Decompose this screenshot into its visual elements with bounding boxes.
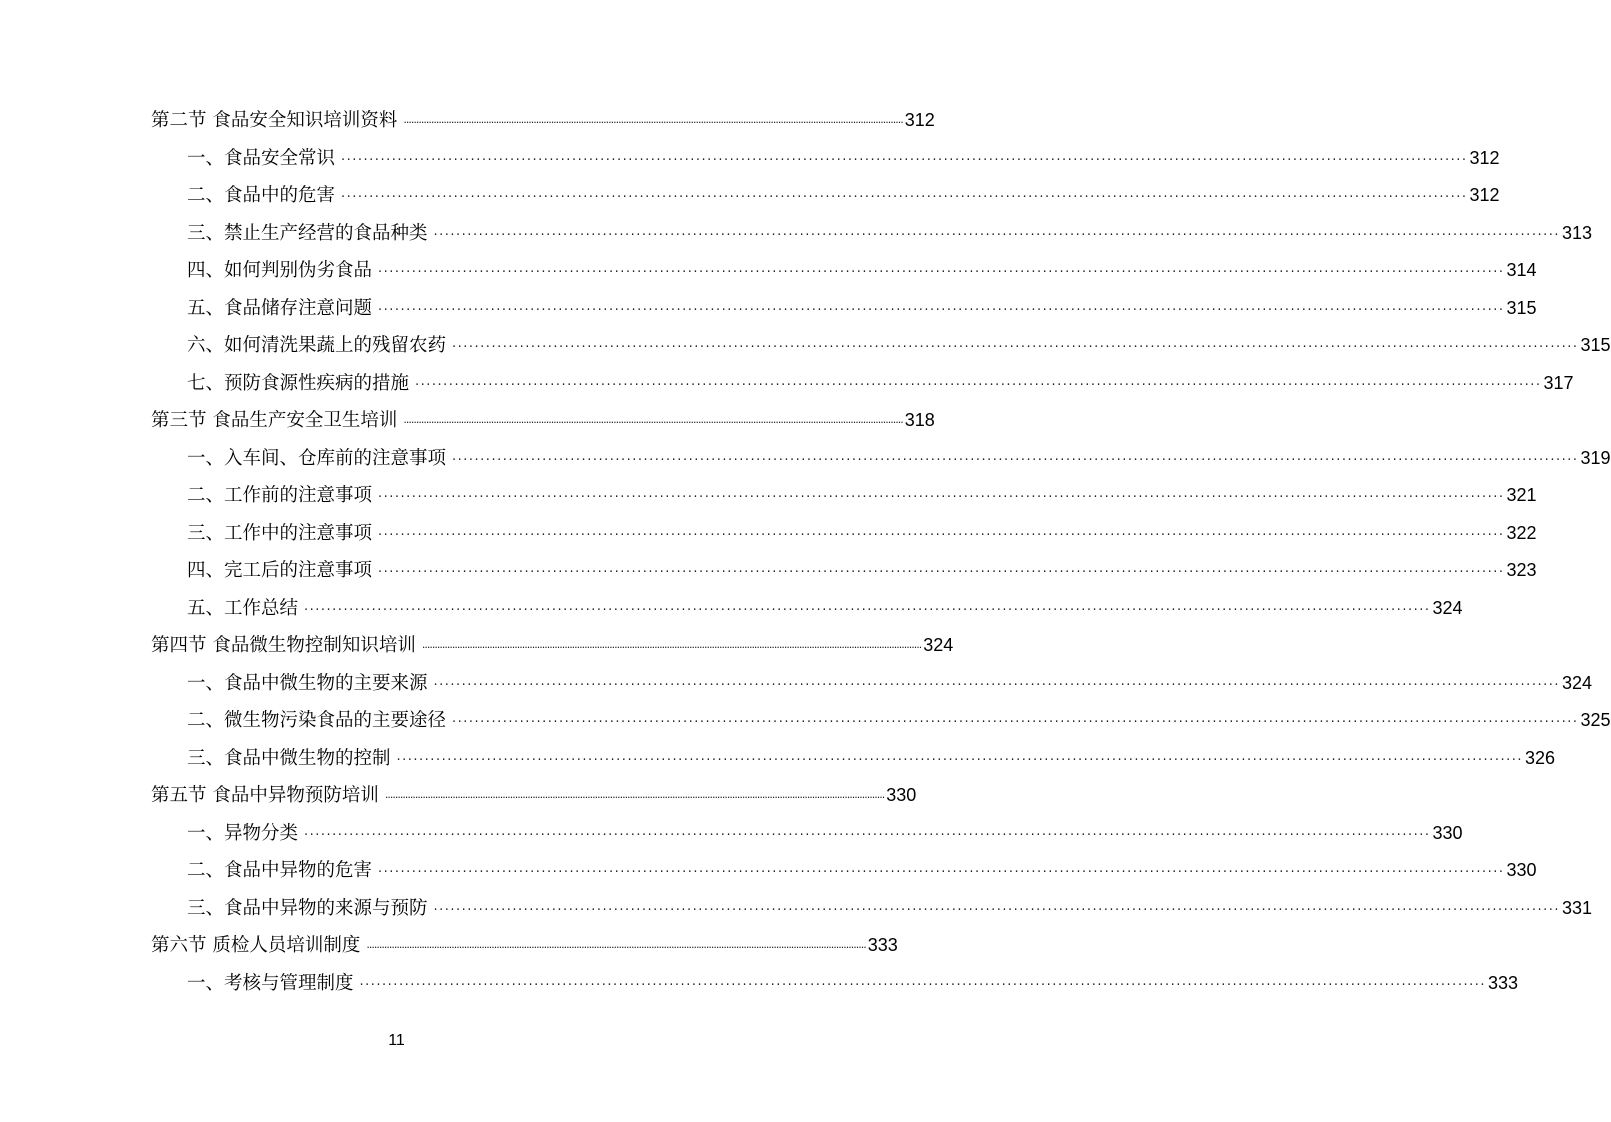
toc-entry-page-number: 330	[1432, 822, 1463, 843]
dot-leader: ········································································································································································································	[396, 752, 1523, 768]
toc-entry-title: 三、工作中的注意事项	[187, 522, 373, 544]
toc-entry-page-number: 330	[1506, 860, 1537, 880]
toc-item-entry[interactable]	[0, 365, 1574, 403]
toc-section-entry[interactable]	[0, 402, 935, 440]
toc-entry-title: 六、如何清洗果蔬上的残留农药	[187, 335, 447, 356]
toc-item-entry[interactable]	[0, 477, 1537, 515]
toc-entry-page-number: 321	[1506, 485, 1537, 505]
toc-entry-page-number: 322	[1506, 522, 1537, 543]
toc-item-entry[interactable]	[0, 590, 1463, 628]
dot-leader: ········································································································································································································	[415, 377, 1542, 393]
toc-entry-title: 二、食品中异物的危害	[187, 860, 373, 881]
toc-entry-page-number: 315	[1580, 335, 1611, 355]
toc-entry-page-number: 324	[923, 635, 954, 655]
toc-section-entry[interactable]	[0, 627, 954, 665]
toc-entry-title: 三、食品中微生物的控制	[187, 747, 391, 769]
toc-section-entry[interactable]	[0, 102, 935, 140]
toc-entry-page-number: 326	[1524, 747, 1556, 768]
toc-entry-title: 第三节 食品生产安全卫生培训	[151, 410, 398, 431]
toc-entry-title: 一、食品中微生物的主要来源	[187, 672, 428, 694]
toc-entry-title: 三、食品中异物的来源与预防	[187, 897, 428, 919]
toc-entry-page-number: 312	[1469, 185, 1500, 205]
toc-entry-title: 七、预防食源性疾病的措施	[187, 372, 410, 394]
table-of-contents	[0, 102, 1611, 1002]
toc-entry-page-number: 330	[886, 785, 917, 805]
dot-leader: ········································································································································································································	[452, 715, 1579, 730]
toc-item-entry[interactable]	[0, 327, 1611, 365]
toc-entry-title: 三、禁止生产经营的食品种类	[187, 222, 428, 244]
toc-entry-title: 二、微生物污染食品的主要途径	[187, 710, 447, 731]
toc-entry-page-number: 333	[1487, 972, 1519, 993]
toc-entry-page-number: 317	[1543, 372, 1574, 393]
dot-leader: ········································································································································································································	[366, 941, 866, 954]
toc-section-entry[interactable]	[0, 927, 898, 965]
toc-entry-title: 五、工作总结	[187, 597, 299, 619]
dot-leader: ········································································································································································································	[378, 302, 1505, 318]
toc-entry-title: 第六节 质检人员培训制度	[151, 935, 361, 956]
toc-entry-page-number: 318	[904, 410, 935, 430]
dot-leader: ········································································································································································································	[304, 827, 1431, 843]
dot-leader: ········································································································································································································	[378, 527, 1505, 543]
dot-leader: ········································································································································································································	[452, 340, 1579, 355]
toc-item-entry[interactable]	[0, 665, 1593, 703]
dot-leader: ········································································································································································································	[403, 116, 903, 129]
toc-item-entry[interactable]	[0, 177, 1500, 215]
toc-entry-page-number: 324	[1432, 597, 1463, 618]
page-number: 11	[388, 1032, 405, 1049]
dot-leader: ········································································································································································································	[378, 565, 1505, 580]
dot-leader: ········································································································································································································	[384, 791, 885, 804]
toc-entry-title: 二、食品中的危害	[187, 185, 336, 206]
toc-item-entry[interactable]	[0, 215, 1593, 253]
toc-entry-title: 第二节 食品安全知识培训资料	[151, 110, 398, 131]
toc-item-entry[interactable]	[0, 515, 1537, 553]
toc-entry-page-number: 312	[904, 110, 935, 130]
toc-item-entry[interactable]	[0, 965, 1519, 1003]
toc-entry-title: 一、考核与管理制度	[187, 972, 354, 994]
toc-entry-page-number: 323	[1506, 560, 1537, 580]
dot-leader: ········································································································································································································	[433, 902, 1560, 918]
toc-entry-page-number: 324	[1561, 672, 1593, 693]
toc-item-entry[interactable]	[0, 552, 1537, 590]
dot-leader: ········································································································································································································	[433, 677, 1560, 693]
toc-item-entry[interactable]	[0, 252, 1537, 290]
toc-section-entry[interactable]	[0, 777, 917, 815]
dot-leader: ········································································································································································································	[378, 490, 1505, 505]
dot-leader: ········································································································································································································	[378, 265, 1505, 280]
toc-entry-page-number: 313	[1561, 222, 1593, 243]
toc-entry-title: 四、完工后的注意事项	[187, 560, 373, 581]
toc-entry-title: 一、入车间、仓库前的注意事项	[187, 447, 447, 469]
toc-entry-page-number: 315	[1506, 297, 1537, 318]
dot-leader: ········································································································································································································	[452, 452, 1579, 468]
toc-entry-title: 一、异物分类	[187, 822, 299, 844]
dot-leader: ········································································································································································································	[341, 152, 1468, 168]
dot-leader: ········································································································································································································	[421, 641, 922, 654]
toc-item-entry[interactable]	[0, 140, 1500, 178]
toc-item-entry[interactable]	[0, 815, 1463, 853]
toc-item-entry[interactable]	[0, 290, 1537, 328]
toc-entry-title: 二、工作前的注意事项	[187, 485, 373, 506]
toc-item-entry[interactable]	[0, 702, 1611, 740]
toc-item-entry[interactable]	[0, 440, 1611, 478]
toc-entry-title: 五、食品储存注意问题	[187, 297, 373, 319]
toc-entry-title: 一、食品安全常识	[187, 147, 336, 169]
toc-entry-page-number: 333	[867, 935, 898, 955]
toc-item-entry[interactable]	[0, 740, 1556, 778]
toc-entry-page-number: 331	[1561, 897, 1593, 918]
toc-item-entry[interactable]	[0, 852, 1537, 890]
dot-leader: ········································································································································································································	[359, 977, 1486, 993]
dot-leader: ········································································································································································································	[403, 416, 903, 429]
dot-leader: ········································································································································································································	[304, 602, 1431, 618]
toc-entry-page-number: 325	[1580, 710, 1611, 730]
toc-entry-page-number: 314	[1506, 260, 1537, 280]
toc-entry-title: 四、如何判别伪劣食品	[187, 260, 373, 281]
toc-entry-title: 第五节 食品中异物预防培训	[151, 785, 379, 806]
toc-item-entry[interactable]	[0, 890, 1593, 928]
dot-leader: ········································································································································································································	[341, 190, 1468, 205]
toc-entry-page-number: 312	[1469, 147, 1500, 168]
dot-leader: ········································································································································································································	[378, 865, 1505, 880]
toc-entry-page-number: 319	[1580, 447, 1611, 468]
dot-leader: ········································································································································································································	[433, 227, 1560, 243]
toc-entry-title: 第四节 食品微生物控制知识培训	[151, 635, 416, 656]
